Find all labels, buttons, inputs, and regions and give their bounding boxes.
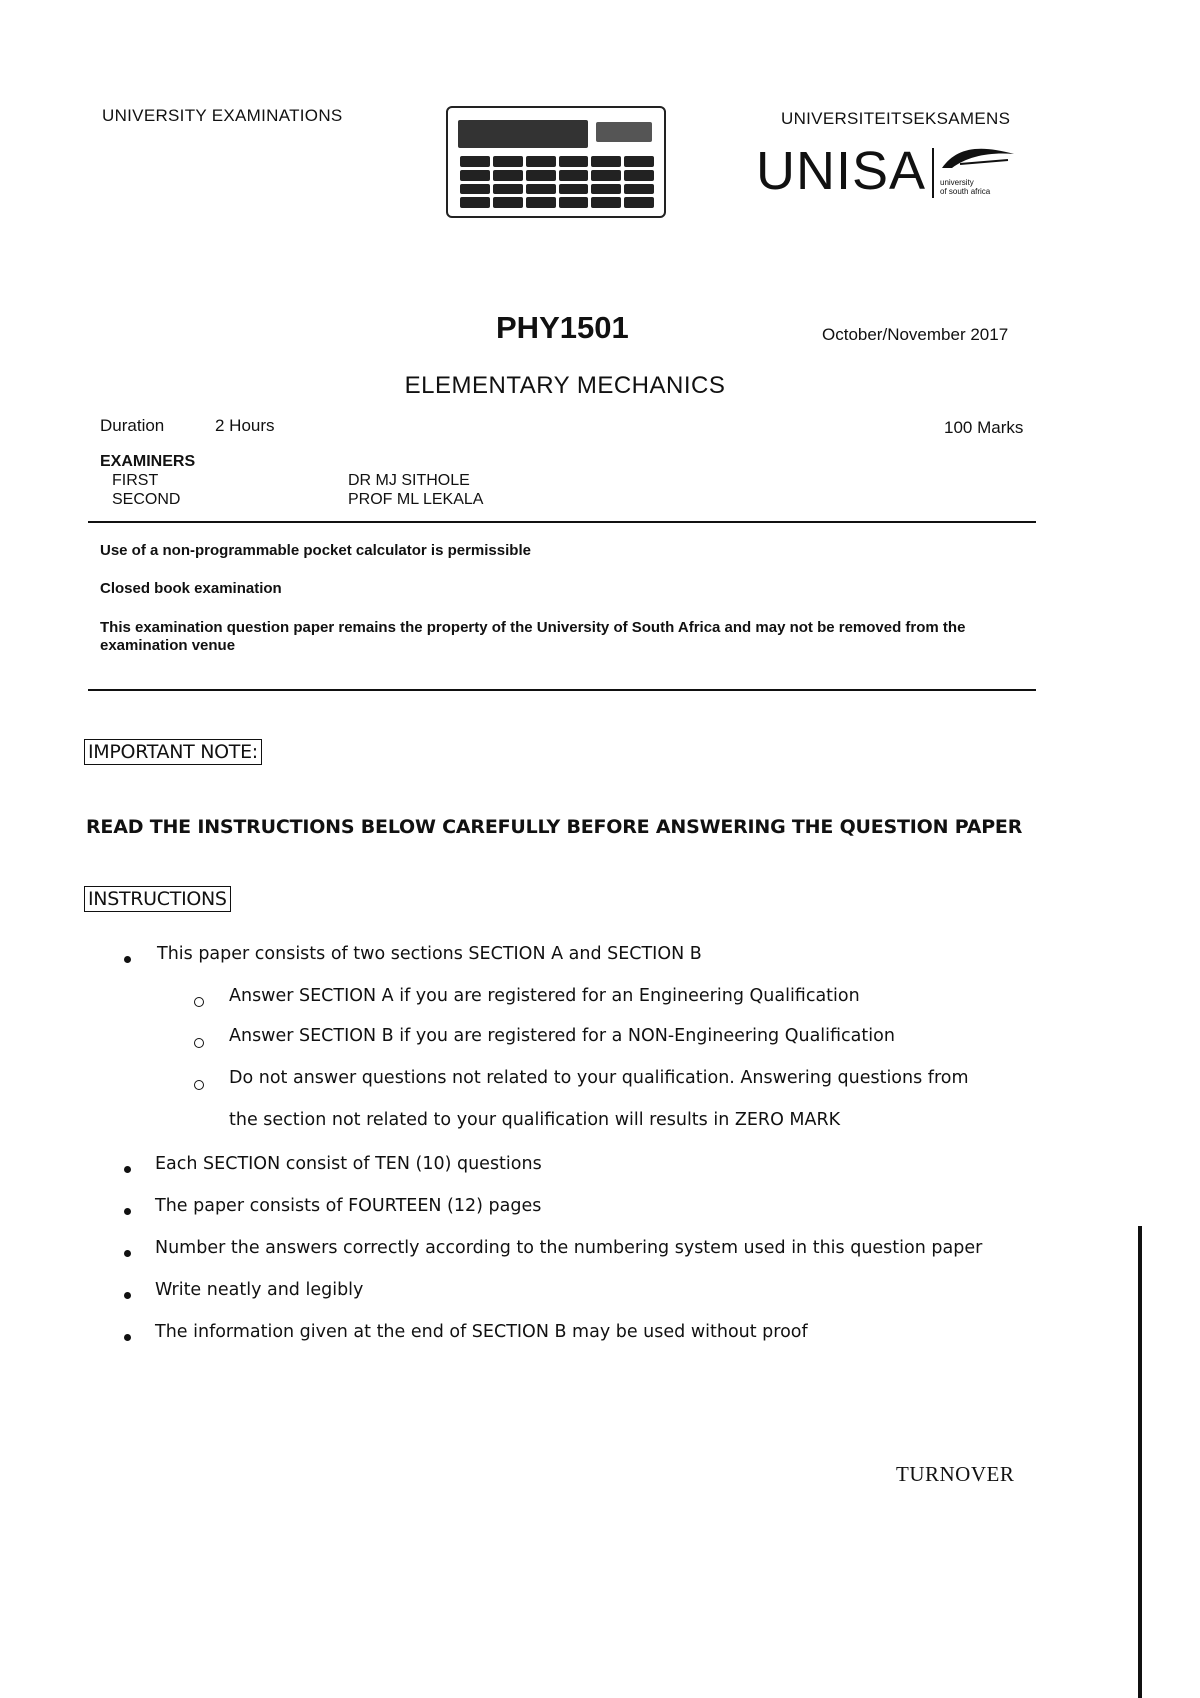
duration-value: 2 Hours xyxy=(215,416,275,435)
divider xyxy=(88,521,1036,523)
course-title: ELEMENTARY MECHANICS xyxy=(404,372,726,399)
bullet-icon xyxy=(124,1250,131,1257)
bullet-icon xyxy=(124,1166,131,1173)
unisa-logo xyxy=(756,140,1046,212)
examiners-heading: EXAMINERS xyxy=(100,453,196,470)
important-note-heading: IMPORTANT NOTE: xyxy=(84,739,262,765)
list-item: Write neatly and legibly xyxy=(155,1280,364,1300)
university-examinations-label: UNIVERSITY EXAMINATIONS xyxy=(102,106,343,125)
calculator-icon xyxy=(446,106,666,218)
read-instructions-warning: READ THE INSTRUCTIONS BELOW CAREFULLY BEFORE ANSWERING THE QUESTION PAPER xyxy=(86,816,1023,838)
unisa-emblem-icon xyxy=(938,142,1018,172)
unisa-logo-subtext: university of south africa xyxy=(940,178,991,196)
bullet-icon xyxy=(124,1292,131,1299)
circle-bullet-icon xyxy=(194,1080,204,1090)
instructions-heading: INSTRUCTIONS xyxy=(84,886,231,912)
list-item: Answer SECTION A if you are registered for an Engineering Qualification xyxy=(229,986,860,1006)
list-item-continuation: the section not related to your qualification will results in ZERO MARK xyxy=(229,1110,841,1130)
list-item: Do not answer questions not related to your qualification. Answering questions from xyxy=(229,1068,969,1088)
first-examiner-name: DR MJ SITHOLE xyxy=(348,472,470,489)
exam-date: October/November 2017 xyxy=(822,325,1009,344)
list-item: The information given at the end of SECTION B may be used without proof xyxy=(155,1322,808,1342)
unisa-logo-text: UNISA xyxy=(756,141,927,201)
list-item: The paper consists of FOURTEEN (12) pages xyxy=(155,1196,542,1216)
duration-label: Duration xyxy=(100,416,165,435)
list-item: Each SECTION consist of TEN (10) questions xyxy=(155,1154,542,1174)
circle-bullet-icon xyxy=(194,1038,204,1048)
bullet-icon xyxy=(124,1208,131,1215)
universiteitseksamens-label: UNIVERSITEITSEKSAMENS xyxy=(781,109,1011,128)
list-item: This paper consists of two sections SECTION A and SECTION B xyxy=(157,944,702,964)
calculator-condition: Use of a non-programmable pocket calculator is permissible xyxy=(100,542,531,559)
first-examiner-label: FIRST xyxy=(112,472,159,489)
closed-book-condition: Closed book examination xyxy=(100,580,282,597)
bullet-icon xyxy=(124,956,131,963)
second-examiner-name: PROF ML LEKALA xyxy=(348,491,484,508)
course-code: PHY1501 xyxy=(496,310,629,345)
second-examiner-label: SECOND xyxy=(112,491,181,508)
divider xyxy=(88,689,1036,691)
total-marks: 100 Marks xyxy=(944,418,1024,437)
turnover-label: TURNOVER xyxy=(896,1462,1015,1486)
bullet-icon xyxy=(124,1334,131,1341)
property-condition: This examination question paper remains the property of the University of South Africa and may not be removed from the examination venue xyxy=(100,619,966,654)
list-item: Answer SECTION B if you are registered for a NON-Engineering Qualification xyxy=(229,1026,895,1046)
list-item: Number the answers correctly according to the numbering system used in this question paper xyxy=(155,1238,983,1258)
scan-edge-line xyxy=(1138,1226,1142,1698)
circle-bullet-icon xyxy=(194,997,204,1007)
